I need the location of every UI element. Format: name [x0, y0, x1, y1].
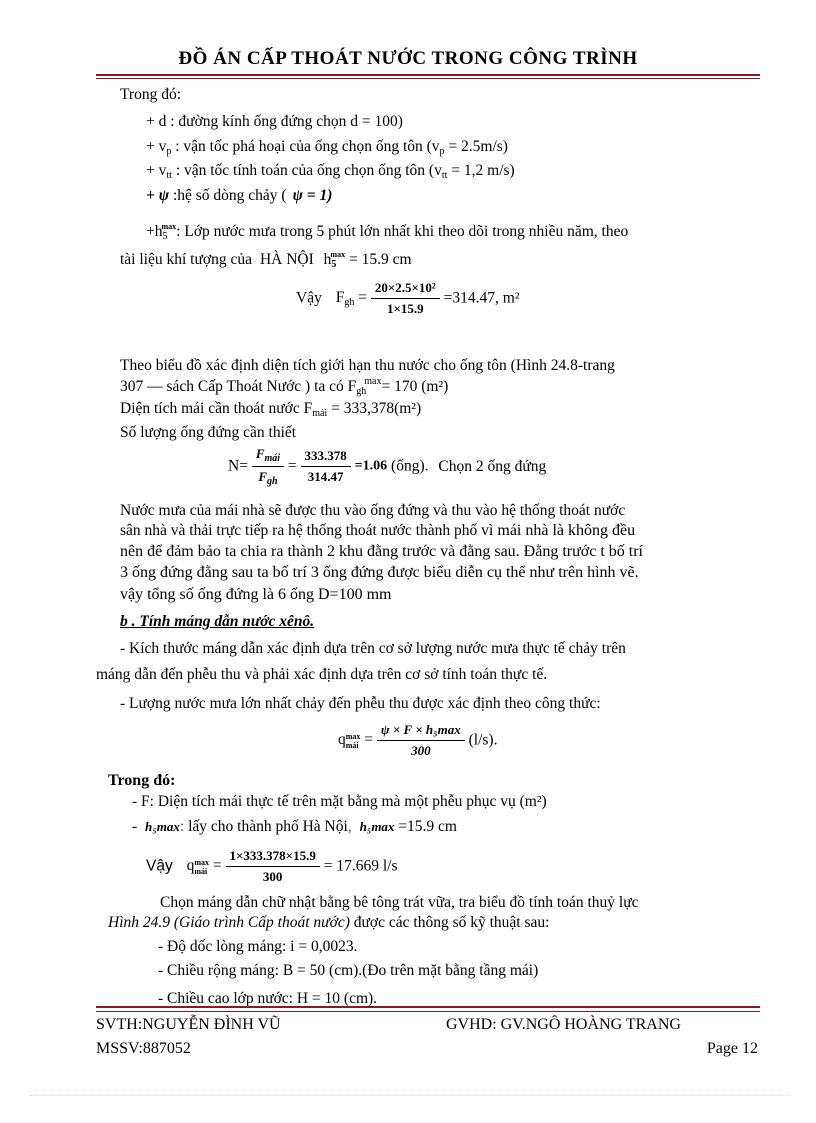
footer-rule [96, 1006, 760, 1008]
text-chieu-rong: - Chiều rộng máng: B = 50 (cm).(Đo trên mặt bằng tầng mái) [158, 962, 539, 979]
footer-student: SVTH:NGUYỄN ĐÌNH VŨ [96, 1016, 281, 1033]
fraction-fgh: $\frac{\text{20×2.5×10²}}{1\times 15.9}$ [371, 280, 440, 317]
text-d-definition: + d : đường kính ống đứng chọn d = 100) [146, 113, 403, 130]
text-dien-tich-mai: Diện tích mái cần thoát nước $F_{mái} = 333,378(m^2)$ [120, 400, 422, 419]
text-nuoc-mua-3: nên để đảm bảo ta chia ra thành 2 khu đằng trước và đằng sau. Đằng trước t bố trí [120, 543, 643, 560]
formula-q-result: Vậy q max mái = $\frac{1\times 333.378\times 15.9}{300}$ = 17.669 l/s [146, 848, 398, 884]
text-nuoc-mua-2: sân nhà và thải trực tiếp ra hệ thống thoát nước thành phố vì mái nhà là không đều [120, 522, 636, 539]
text-kich-thuoc-1: - Kích thước máng dẫn xác định dựa trên cơ sở lượng nước mưa thực tế chảy trên [120, 640, 626, 657]
footer-mssv: MSSV:887052 [96, 1040, 191, 1057]
text-h5-hanoi: - h₅max: lấy cho thành phố Hà Nội, h₅max =15.9 cm [132, 818, 457, 835]
header-rule [96, 74, 760, 76]
text-h5-definition: $+h_5^{max}$: Lớp nước mưa trong 5 phút lớn nhất khi theo dõi trong nhiều năm, theo [146, 222, 629, 242]
text-chon-mang: Chọn máng dẫn chữ nhật bằng bê tông trát vữa, tra biểu đồ tính toán thuỷ lực [160, 894, 639, 911]
text-do-doc: - Độ dốc lòng máng: i = 0,0023. [158, 938, 358, 955]
text-h5-value: tài liệu khí tượng của HÀ NỘI $h_5^{max} = 15.9$ cm [120, 250, 412, 270]
footer-page-number: Page 12 [706, 1040, 758, 1057]
text-hinh-24-9: Hình 24.9 (Giáo trình Cấp thoát nước) được các thông số kỹ thuật sau: [108, 914, 550, 931]
text-nuoc-mua-1: Nước mưa của mái nhà sẽ được thu vào ống đứng và thu vào hệ thống thoát nước [120, 502, 626, 519]
formula-q: q max mái = $\frac{\text{ψ × F × h₅max}}{300}$ (l/s). [338, 722, 498, 758]
footer-teacher: GVHD: GV.NGÔ HOÀNG TRANG [446, 1016, 681, 1033]
text-fgh-max: 307 — sách Cấp Thoát Nước ) ta có $F_{gh}^{max}= 170$ (m²) [120, 376, 449, 397]
text-nuoc-mua-4: 3 ống đứng đằng sau ta bố trí 3 ống đứng được biểu diễn cụ thể như trên hình vẽ. [120, 564, 639, 581]
text-vp-definition: + $v_p$ : vận tốc phá hoại của ống chọn ống tôn $(v_p = 2.5m/s)$ [146, 138, 508, 157]
formula-n: N= $\frac{F_{mái}}{F_{gh}}$ = $\frac{333.378}{314.47}$ =1.06 (ống). Chọn 2 ống đứng [228, 446, 547, 487]
text-trong-do-2: Trong đó: [108, 772, 176, 789]
page-header-title: ĐỒ ÁN CẤP THOÁT NƯỚC TRONG CÔNG TRÌNH [178, 48, 638, 69]
section-heading-b: b . Tính máng dẫn nước xênô. [120, 613, 315, 630]
text-so-luong-ong: Số lượng ống đứng cần thiết [120, 424, 297, 441]
footer-rule-thin [96, 1011, 760, 1012]
text-theo-bieu-do: Theo biểu đồ xác định diện tích giới hạn thu nước cho ống tôn (Hình 24.8-trang [120, 357, 615, 374]
page-bottom-dotted-line [30, 1095, 790, 1096]
text-psi-definition: + ψ :hệ số dòng chảy ( ψ = 1) [146, 187, 333, 204]
text-vtt-definition: + $v_{tt}$ : vận tốc tính toán của ống chọn ống tôn ($v_{tt} = 1,2$ m/s) [146, 162, 515, 181]
text-chieu-cao: - Chiều cao lớp nước: H = 10 (cm). [158, 990, 378, 1007]
text-nuoc-mua-5: vậy tổng số ống đứng là 6 ống D=100 mm [120, 586, 392, 603]
text-luong-nuoc: - Lượng nước mưa lớn nhất chảy đến phễu thu được xác định theo công thức: [120, 695, 601, 712]
text-trong-do: Trong đó: [120, 86, 182, 103]
text-kich-thuoc-2: máng dẫn đến phễu thu và phải xác định dựa trên cơ sở tính toán thực tế. [96, 666, 548, 683]
text-f-definition: - F: Diện tích mái thực tế trên mặt bằng mà một phễu phục vụ (m²) [132, 793, 547, 810]
header-rule-thin [96, 78, 760, 79]
formula-fgh: Vậy $F_{gh}$ = $\frac{\text{20×2.5×10²}}{1\times 15.9}$ =314.47, m² [296, 280, 520, 316]
